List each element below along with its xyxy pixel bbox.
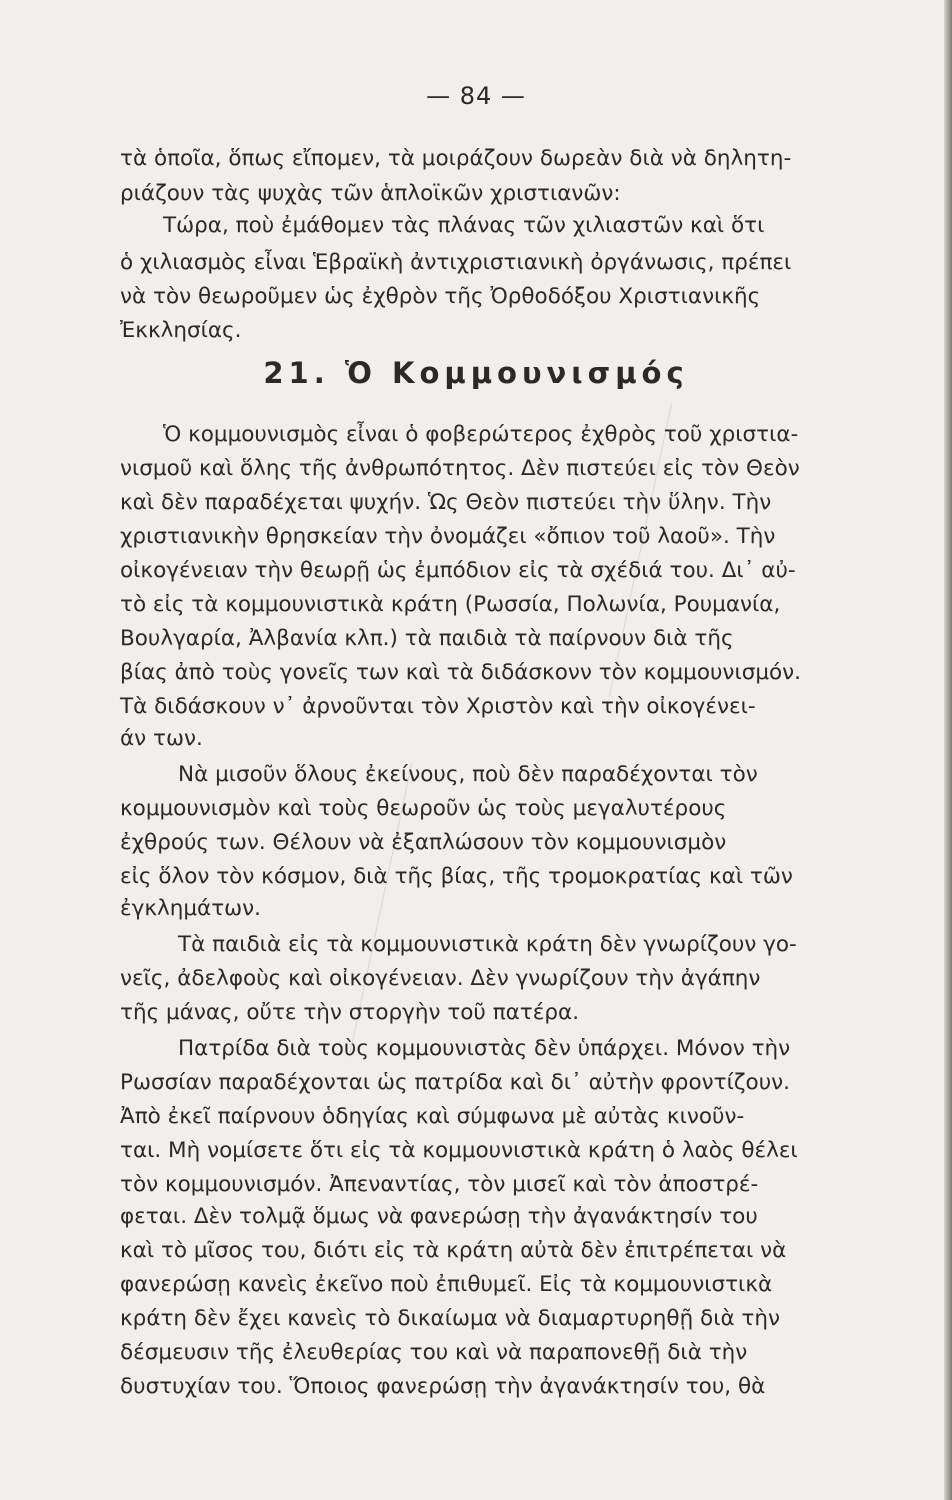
text-line: τὸ εἰς τὰ κομμουνιστικὰ κράτη (Ρωσσία, Πολωνία, Ρουμανία, [120, 592, 781, 617]
text-line: οἰκογένειαν τὴν θεωρῇ ὡς ἐμπόδιον εἰς τὰ σχέδιά του. Δι᾽ αὐ- [120, 558, 796, 583]
page-number: — 84 — [426, 82, 526, 110]
text-line: Νὰ μισοῦν ὅλους ἐκείνους, ποὺ δὲν παραδέχονται τὸν [178, 762, 758, 787]
section-heading: 21. Ὁ Κομμουνισμός [263, 356, 689, 390]
paper-fold-mark [609, 403, 672, 697]
text-line: δέσμευσιν τῆς ἐλευθερίας του καὶ νὰ παραπονεθῇ διὰ τὴν [120, 1340, 748, 1365]
text-line: εἰς ὅλον τὸν κόσμον, διὰ τῆς βίας, τῆς τρομοκρατίας καὶ τῶν [120, 864, 793, 889]
text-line: βίας ἀπὸ τοὺς γονεῖς των καὶ τὰ διδάσκονν τὸν κομμουνισμόν. [120, 660, 802, 685]
text-line: Πατρίδα διὰ τοὺς κομμουνιστὰς δὲν ὑπάρχει. Μόνον τὴν [178, 1036, 791, 1061]
text-line: ἐχθρούς των. Θέλουν νὰ ἐξαπλώσουν τὸν κομμουνισμὸν [120, 830, 727, 855]
text-line: κομμουνισμὸν καὶ τοὺς θεωροῦν ὡς τοὺς μεγαλυτέρους [120, 796, 727, 821]
text-line: τὸν κομμουνισμόν. Ἀπεναντίας, τὸν μισεῖ καὶ τὸν ἀποστρέ- [120, 1172, 759, 1197]
text-line: Ἀπὸ ἐκεῖ παίρνουν ὁδηγίας καὶ σύμφωνα μὲ αὐτὰς κινοῦν- [120, 1104, 745, 1129]
text-line: χριστιανικὴν θρησκείαν τὴν ὀνομάζει «ὄπιον τοῦ λαοῦ». Τὴν [120, 524, 776, 549]
text-line: δυστυχίαν του. Ὅποιος φανερώσῃ τὴν ἀγανάκτησίν του, θὰ [120, 1374, 766, 1399]
page-edge-shadow [944, 0, 952, 1500]
text-line: νισμοῦ καὶ ὅλης τῆς ἀνθρωπότητος. Δὲν πιστεύει εἰς τὸν Θεὸν [120, 456, 800, 481]
text-line: καὶ δὲν παραδέχεται ψυχήν. Ὡς Θεὸν πιστεύει τὴν ὕλην. Τὴν [120, 490, 772, 515]
text-line: καὶ τὸ μῖσος του, διότι εἰς τὰ κράτη αὐτὰ δὲν ἐπιτρέπεται νὰ [120, 1238, 787, 1263]
text-line: Βουλγαρία, Ἀλβανία κλπ.) τὰ παιδιὰ τὰ παίρνουν διὰ τῆς [120, 626, 734, 651]
text-line: νὰ τὸν θεωροῦμεν ὡς ἐχθρὸν τῆς Ὀρθοδόξου Χριστιανικῆς [120, 284, 761, 309]
text-line: Τὰ διδάσκουν ν᾽ ἀρνοῦνται τὸν Χριστὸν καὶ τὴν οἰκογένει- [120, 694, 756, 719]
text-line: νεῖς, ἀδελφοὺς καὶ οἰκογένειαν. Δὲν γνωρίζουν τὴν ἀγάπην [120, 966, 761, 991]
text-line: ὁ χιλιασμὸς εἶναι Ἑβραϊκὴ ἀντιχριστιανικὴ ὀργάνωσις, πρέπει [120, 250, 792, 275]
text-line: άν των. [120, 726, 203, 751]
text-line: κράτη δὲν ἔχει κανεὶς τὸ δικαίωμα νὰ διαμαρτυρηθῇ διὰ τὴν [120, 1306, 781, 1331]
text-line: τῆς μάνας, οὔτε τὴν στοργὴν τοῦ πατέρα. [120, 1000, 580, 1025]
text-line: φεται. Δὲν τολμᾷ ὅμως νὰ φανερώσῃ τὴν ἀγανάκτησίν του [120, 1204, 758, 1229]
text-line: φανερώσῃ κανεὶς ἐκεῖνο ποὺ ἐπιθυμεῖ. Εἰς τὰ κομμουνιστικὰ [120, 1272, 773, 1297]
text-line: ται. Μὴ νομίσετε ὅτι εἰς τὰ κομμουνιστικὰ κράτη ὁ λαὸς θέλει [120, 1138, 798, 1163]
text-line: ριάζουν τὰς ψυχὰς τῶν ἁπλοϊκῶν χριστιανῶν: [120, 181, 621, 206]
text-line: ἐγκλημάτων. [120, 896, 262, 921]
text-line: Ὁ κομμουνισμὸς εἶναι ὁ φοβερώτερος ἐχθρὸς τοῦ χριστια- [163, 422, 799, 447]
text-line: τὰ ὁποῖα, ὅπως εἴπομεν, τὰ μοιράζουν δωρεὰν διὰ νὰ δηλητη- [120, 146, 792, 171]
text-line: Ρωσσίαν παραδέχονται ὡς πατρίδα καὶ δι᾽ αὐτὴν φροντίζουν. [120, 1070, 790, 1095]
text-line: Ἐκκλησίας. [120, 318, 242, 343]
text-line: Τώρα, ποὺ ἐμάθομεν τὰς πλάνας τῶν χιλιαστῶν καὶ ὅτι [163, 213, 765, 238]
text-line: Τὰ παιδιὰ εἰς τὰ κομμουνιστικὰ κράτη δὲν γνωρίζουν γο- [178, 932, 797, 957]
